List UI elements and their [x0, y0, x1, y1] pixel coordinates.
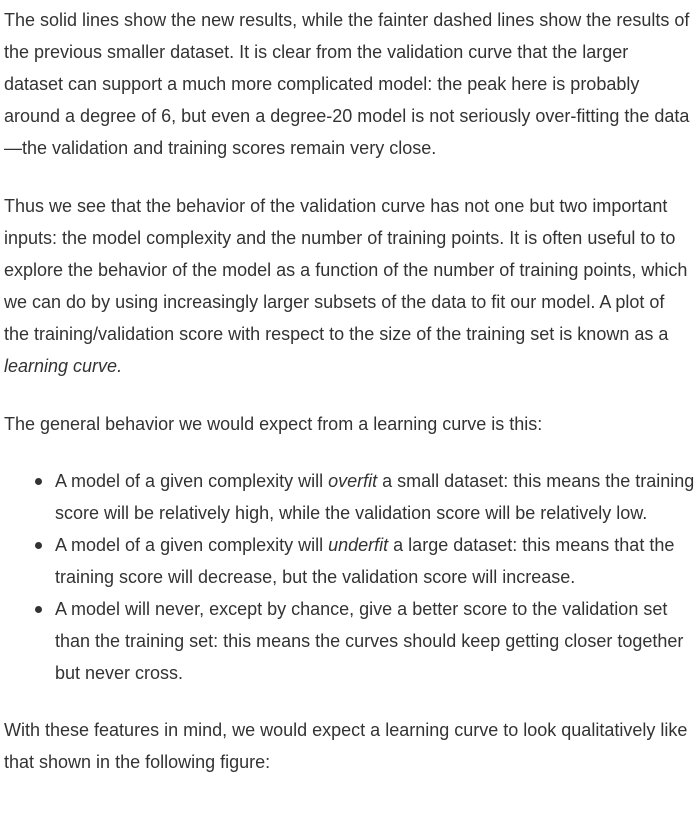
paragraph-validation-results: The solid lines show the new results, while the fainter dashed lines show the results of the previous smaller dataset. It is clear from the validation curve that the larger dataset can support a much more complicated model: the peak here is probably around a degree of 6, but even a degree-20 model is not seriously over-fitting the data—the validation and training scores remain very close.: [4, 10, 690, 158]
bullet-icon: [35, 478, 42, 485]
emphasis-overfit: overfit: [328, 471, 378, 491]
paragraph-learning-curve-intro: [4, 190, 692, 382]
list-item-text: a small dataset: this means the training score will be relatively high, while the validation score will be relatively low.: [55, 471, 695, 523]
list-item-text: a large dataset: this means that the training score will decrease, but the validation score will increase.: [55, 535, 675, 587]
list-item-text: A model will never, except by chance, give a better score to the validation set than the training set: this means the curves should keep getting closer together but never cross.: [55, 599, 684, 683]
list-item: [55, 593, 695, 689]
emphasis-underfit: underfit: [328, 535, 389, 555]
list-item-text: A model of a given complexity will: [55, 535, 329, 555]
list-item: [55, 529, 695, 593]
emphasis-learning-curve: learning curve.: [4, 356, 123, 376]
bullet-icon: [35, 606, 42, 613]
bullet-list: [4, 465, 695, 689]
paragraph-text: Thus we see that the behavior of the validation curve has not one but two important inputs: the model complexity and the number of training points. It is often useful to to explore the behavior of the model as a function of the number of training points, which we can do by using increasingly larger subsets of the data to fit our model. A plot of the training/validation score with respect to the size of the training set is known as a: [4, 196, 688, 344]
bullet-icon: [35, 542, 42, 549]
paragraph-general-behavior: The general behavior we would expect from a learning curve is this:: [4, 414, 543, 434]
list-item-text: A model of a given complexity will: [55, 471, 329, 491]
list-item: [55, 465, 695, 529]
paragraph-figure-intro: With these features in mind, we would expect a learning curve to look qualitatively like that shown in the following figure:: [4, 720, 688, 772]
